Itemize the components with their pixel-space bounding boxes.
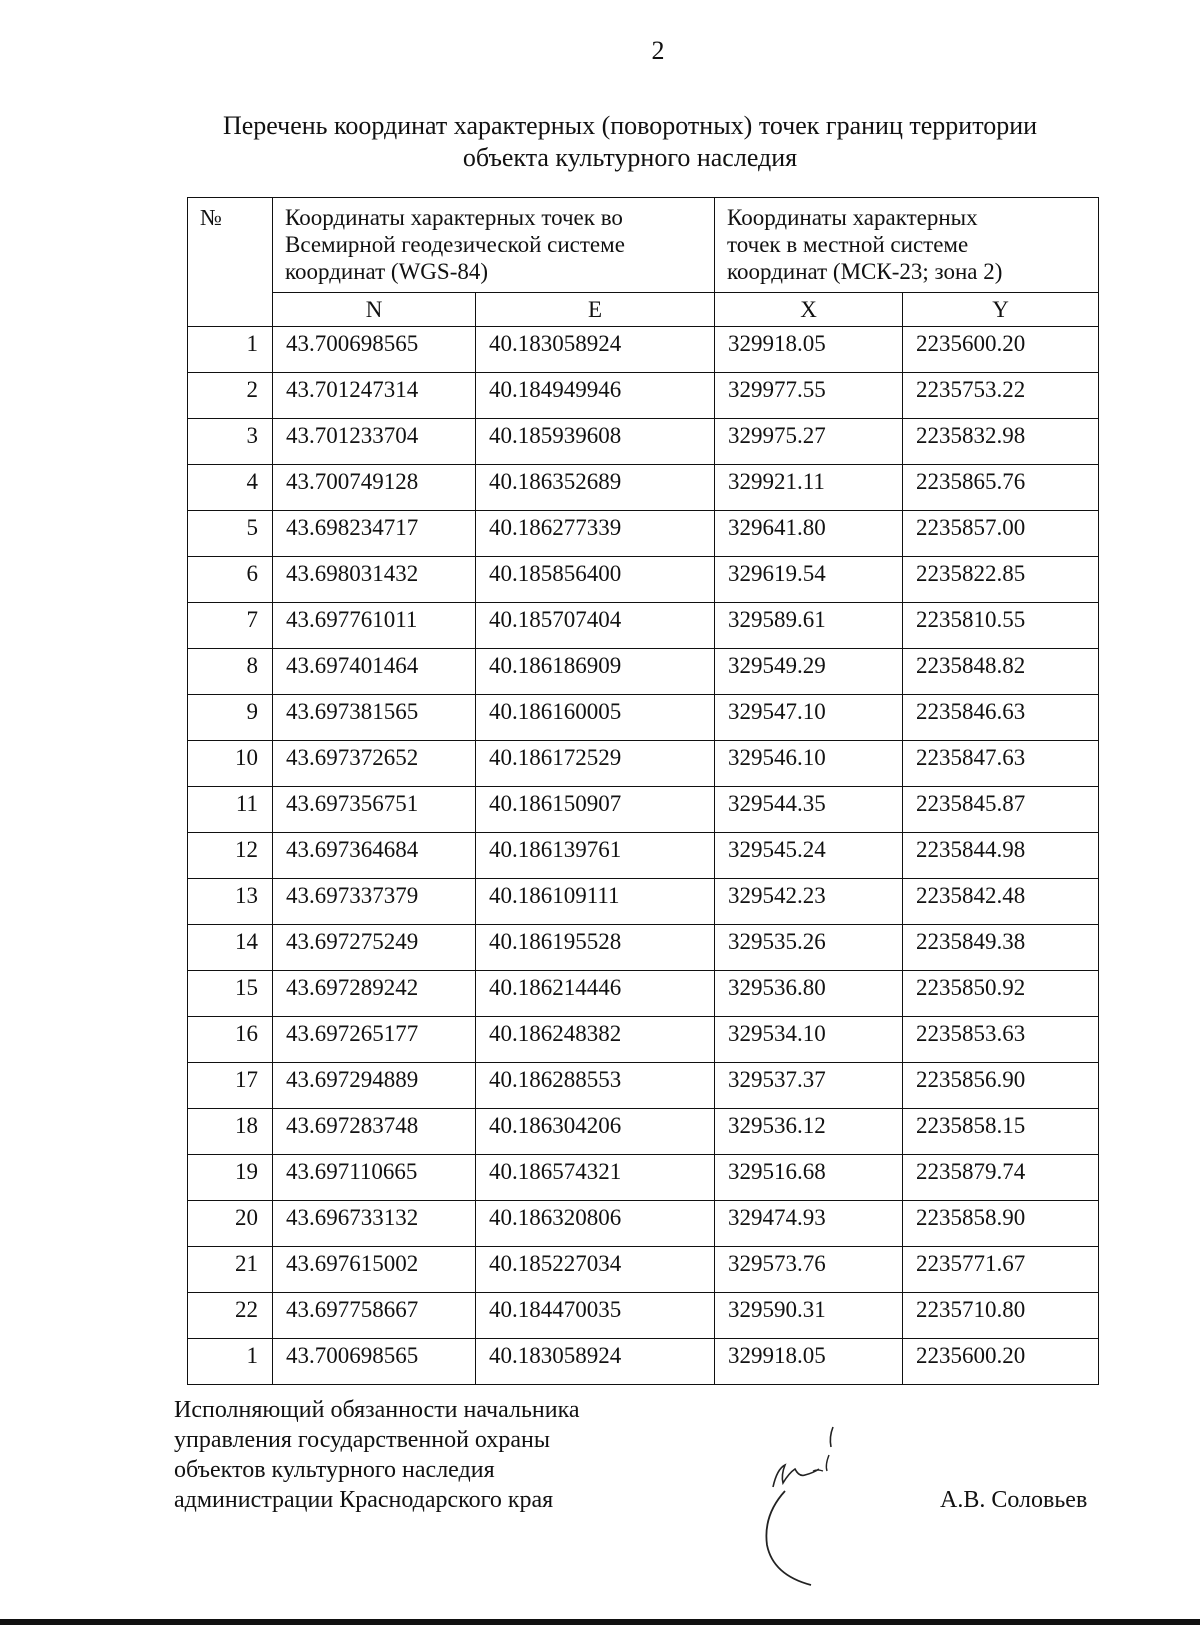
cell-msk23-y: 2235810.55 bbox=[903, 603, 1099, 649]
cell-wgs84-n: 43.697294889 bbox=[273, 1063, 476, 1109]
header-msk23-line-3: координат (МСК-23; зона 2) bbox=[727, 259, 1003, 284]
header-number: № bbox=[188, 198, 273, 327]
table-row bbox=[188, 327, 1099, 373]
cell-point-number: 2 bbox=[188, 373, 273, 419]
cell-msk23-y: 2235842.48 bbox=[903, 879, 1099, 925]
cell-msk23-x: 329549.29 bbox=[715, 649, 903, 695]
cell-wgs84-e: 40.186150907 bbox=[476, 787, 715, 833]
subheader-e: E bbox=[476, 293, 715, 327]
cell-point-number: 5 bbox=[188, 511, 273, 557]
table-row bbox=[188, 1247, 1099, 1293]
cell-msk23-x: 329619.54 bbox=[715, 557, 903, 603]
cell-point-number: 14 bbox=[188, 925, 273, 971]
cell-msk23-x: 329536.80 bbox=[715, 971, 903, 1017]
cell-wgs84-n: 43.698031432 bbox=[273, 557, 476, 603]
cell-wgs84-n: 43.697265177 bbox=[273, 1017, 476, 1063]
cell-wgs84-e: 40.186574321 bbox=[476, 1155, 715, 1201]
table-row bbox=[188, 557, 1099, 603]
cell-wgs84-n: 43.697275249 bbox=[273, 925, 476, 971]
cell-msk23-x: 329918.05 bbox=[715, 1339, 903, 1385]
cell-msk23-y: 2235822.85 bbox=[903, 557, 1099, 603]
cell-wgs84-e: 40.184949946 bbox=[476, 373, 715, 419]
cell-wgs84-e: 40.185707404 bbox=[476, 603, 715, 649]
cell-point-number: 4 bbox=[188, 465, 273, 511]
cell-point-number: 20 bbox=[188, 1201, 273, 1247]
cell-msk23-x: 329573.76 bbox=[715, 1247, 903, 1293]
cell-msk23-y: 2235844.98 bbox=[903, 833, 1099, 879]
table-row bbox=[188, 1293, 1099, 1339]
cell-wgs84-e: 40.186288553 bbox=[476, 1063, 715, 1109]
cell-msk23-y: 2235753.22 bbox=[903, 373, 1099, 419]
subheader-y: Y bbox=[903, 293, 1099, 327]
cell-msk23-y: 2235847.63 bbox=[903, 741, 1099, 787]
cell-point-number: 9 bbox=[188, 695, 273, 741]
cell-msk23-y: 2235849.38 bbox=[903, 925, 1099, 971]
cell-msk23-x: 329589.61 bbox=[715, 603, 903, 649]
cell-wgs84-n: 43.701233704 bbox=[273, 419, 476, 465]
header-msk23-line-1: Координаты характерных bbox=[727, 205, 978, 230]
cell-msk23-x: 329474.93 bbox=[715, 1201, 903, 1247]
signer-position-line-1: Исполняющий обязанности начальника bbox=[174, 1397, 580, 1423]
cell-wgs84-e: 40.183058924 bbox=[476, 327, 715, 373]
header-wgs84-group bbox=[273, 198, 715, 293]
cell-wgs84-n: 43.697401464 bbox=[273, 649, 476, 695]
header-wgs84-line-3: координат (WGS-84) bbox=[285, 259, 489, 284]
cell-msk23-x: 329534.10 bbox=[715, 1017, 903, 1063]
cell-msk23-x: 329516.68 bbox=[715, 1155, 903, 1201]
table-row bbox=[188, 511, 1099, 557]
cell-msk23-x: 329542.23 bbox=[715, 879, 903, 925]
table-row bbox=[188, 741, 1099, 787]
cell-msk23-y: 2235865.76 bbox=[903, 465, 1099, 511]
cell-msk23-x: 329537.37 bbox=[715, 1063, 903, 1109]
cell-msk23-x: 329545.24 bbox=[715, 833, 903, 879]
cell-wgs84-n: 43.697356751 bbox=[273, 787, 476, 833]
cell-wgs84-n: 43.701247314 bbox=[273, 373, 476, 419]
cell-wgs84-n: 43.700749128 bbox=[273, 465, 476, 511]
cell-msk23-y: 2235600.20 bbox=[903, 327, 1099, 373]
cell-msk23-y: 2235848.82 bbox=[903, 649, 1099, 695]
cell-wgs84-e: 40.186172529 bbox=[476, 741, 715, 787]
cell-wgs84-n: 43.698234717 bbox=[273, 511, 476, 557]
header-wgs84-line-1: Координаты характерных точек во bbox=[285, 205, 623, 230]
cell-wgs84-e: 40.186304206 bbox=[476, 1109, 715, 1155]
table-row bbox=[188, 925, 1099, 971]
cell-wgs84-e: 40.184470035 bbox=[476, 1293, 715, 1339]
cell-msk23-y: 2235600.20 bbox=[903, 1339, 1099, 1385]
cell-wgs84-e: 40.185939608 bbox=[476, 419, 715, 465]
coordinates-table bbox=[187, 197, 1099, 1385]
cell-point-number: 7 bbox=[188, 603, 273, 649]
cell-wgs84-e: 40.186248382 bbox=[476, 1017, 715, 1063]
cell-wgs84-e: 40.186277339 bbox=[476, 511, 715, 557]
cell-wgs84-e: 40.186139761 bbox=[476, 833, 715, 879]
cell-msk23-x: 329921.11 bbox=[715, 465, 903, 511]
cell-wgs84-n: 43.697761011 bbox=[273, 603, 476, 649]
cell-msk23-y: 2235853.63 bbox=[903, 1017, 1099, 1063]
table-row bbox=[188, 373, 1099, 419]
table-row bbox=[188, 971, 1099, 1017]
header-msk23-group bbox=[715, 198, 1099, 293]
table-row bbox=[188, 833, 1099, 879]
cell-wgs84-n: 43.697283748 bbox=[273, 1109, 476, 1155]
cell-wgs84-n: 43.697289242 bbox=[273, 971, 476, 1017]
scan-bottom-edge bbox=[0, 1619, 1200, 1625]
signer-position-line-2: управления государственной охраны bbox=[174, 1427, 550, 1453]
cell-msk23-x: 329535.26 bbox=[715, 925, 903, 971]
document-title-line-2: объекта культурного наследия bbox=[462, 143, 798, 172]
signer-position-line-4: администрации Краснодарского края bbox=[174, 1487, 554, 1513]
table-row bbox=[188, 649, 1099, 695]
table-row bbox=[188, 465, 1099, 511]
cell-wgs84-e: 40.186320806 bbox=[476, 1201, 715, 1247]
cell-wgs84-e: 40.183058924 bbox=[476, 1339, 715, 1385]
cell-wgs84-n: 43.697615002 bbox=[273, 1247, 476, 1293]
cell-point-number: 3 bbox=[188, 419, 273, 465]
cell-wgs84-n: 43.697364684 bbox=[273, 833, 476, 879]
cell-msk23-y: 2235832.98 bbox=[903, 419, 1099, 465]
handwritten-signature bbox=[755, 1425, 885, 1600]
cell-point-number: 19 bbox=[188, 1155, 273, 1201]
cell-msk23-y: 2235858.90 bbox=[903, 1201, 1099, 1247]
cell-wgs84-n: 43.697337379 bbox=[273, 879, 476, 925]
cell-wgs84-n: 43.697110665 bbox=[273, 1155, 476, 1201]
table-row bbox=[188, 1339, 1099, 1385]
cell-wgs84-n: 43.700698565 bbox=[273, 1339, 476, 1385]
cell-wgs84-n: 43.696733132 bbox=[273, 1201, 476, 1247]
cell-wgs84-e: 40.186214446 bbox=[476, 971, 715, 1017]
document-title-line-1: Перечень координат характерных (поворотных) точек границ территории bbox=[222, 111, 1038, 140]
cell-wgs84-e: 40.186195528 bbox=[476, 925, 715, 971]
cell-msk23-x: 329590.31 bbox=[715, 1293, 903, 1339]
header-msk23-line-2: точек в местной системе bbox=[727, 232, 969, 257]
cell-point-number: 11 bbox=[188, 787, 273, 833]
signer-position-line-3: объектов культурного наследия bbox=[174, 1457, 495, 1483]
cell-point-number: 10 bbox=[188, 741, 273, 787]
table-row bbox=[188, 419, 1099, 465]
cell-wgs84-e: 40.185227034 bbox=[476, 1247, 715, 1293]
header-wgs84-line-2: Всемирной геодезической системе bbox=[285, 232, 625, 257]
signer-position bbox=[174, 1395, 580, 1515]
cell-msk23-x: 329977.55 bbox=[715, 373, 903, 419]
cell-msk23-y: 2235879.74 bbox=[903, 1155, 1099, 1201]
cell-point-number: 16 bbox=[188, 1017, 273, 1063]
cell-msk23-x: 329641.80 bbox=[715, 511, 903, 557]
cell-point-number: 22 bbox=[188, 1293, 273, 1339]
cell-point-number: 8 bbox=[188, 649, 273, 695]
table-row bbox=[188, 1155, 1099, 1201]
signer-name: А.В. Соловьев bbox=[940, 1487, 1088, 1513]
cell-point-number: 18 bbox=[188, 1109, 273, 1155]
cell-msk23-x: 329544.35 bbox=[715, 787, 903, 833]
table-row bbox=[188, 603, 1099, 649]
subheader-x: X bbox=[715, 293, 903, 327]
table-row bbox=[188, 787, 1099, 833]
cell-point-number: 12 bbox=[188, 833, 273, 879]
cell-msk23-x: 329918.05 bbox=[715, 327, 903, 373]
cell-msk23-x: 329975.27 bbox=[715, 419, 903, 465]
table-header-row bbox=[188, 198, 1099, 293]
subheader-n: N bbox=[273, 293, 476, 327]
table-row bbox=[188, 1201, 1099, 1247]
cell-wgs84-n: 43.697372652 bbox=[273, 741, 476, 787]
cell-point-number: 15 bbox=[188, 971, 273, 1017]
table-body bbox=[188, 327, 1099, 1385]
cell-point-number: 1 bbox=[188, 1339, 273, 1385]
cell-point-number: 13 bbox=[188, 879, 273, 925]
cell-point-number: 17 bbox=[188, 1063, 273, 1109]
cell-wgs84-n: 43.697381565 bbox=[273, 695, 476, 741]
cell-wgs84-n: 43.700698565 bbox=[273, 327, 476, 373]
cell-wgs84-e: 40.185856400 bbox=[476, 557, 715, 603]
cell-point-number: 21 bbox=[188, 1247, 273, 1293]
table-row bbox=[188, 695, 1099, 741]
cell-point-number: 6 bbox=[188, 557, 273, 603]
cell-msk23-y: 2235845.87 bbox=[903, 787, 1099, 833]
cell-msk23-y: 2235710.80 bbox=[903, 1293, 1099, 1339]
page-number: 2 bbox=[651, 36, 665, 65]
cell-msk23-y: 2235856.90 bbox=[903, 1063, 1099, 1109]
table-row bbox=[188, 1109, 1099, 1155]
cell-msk23-x: 329536.12 bbox=[715, 1109, 903, 1155]
cell-msk23-y: 2235857.00 bbox=[903, 511, 1099, 557]
cell-msk23-y: 2235858.15 bbox=[903, 1109, 1099, 1155]
cell-msk23-x: 329547.10 bbox=[715, 695, 903, 741]
cell-wgs84-e: 40.186109111 bbox=[476, 879, 715, 925]
document-title bbox=[195, 110, 1065, 174]
table-subheader-row bbox=[188, 293, 1099, 327]
cell-msk23-y: 2235850.92 bbox=[903, 971, 1099, 1017]
cell-msk23-y: 2235771.67 bbox=[903, 1247, 1099, 1293]
cell-wgs84-e: 40.186352689 bbox=[476, 465, 715, 511]
cell-msk23-y: 2235846.63 bbox=[903, 695, 1099, 741]
cell-wgs84-e: 40.186186909 bbox=[476, 649, 715, 695]
cell-msk23-x: 329546.10 bbox=[715, 741, 903, 787]
table-row bbox=[188, 1063, 1099, 1109]
cell-wgs84-n: 43.697758667 bbox=[273, 1293, 476, 1339]
table-row bbox=[188, 1017, 1099, 1063]
cell-point-number: 1 bbox=[188, 327, 273, 373]
table-row bbox=[188, 879, 1099, 925]
cell-wgs84-e: 40.186160005 bbox=[476, 695, 715, 741]
